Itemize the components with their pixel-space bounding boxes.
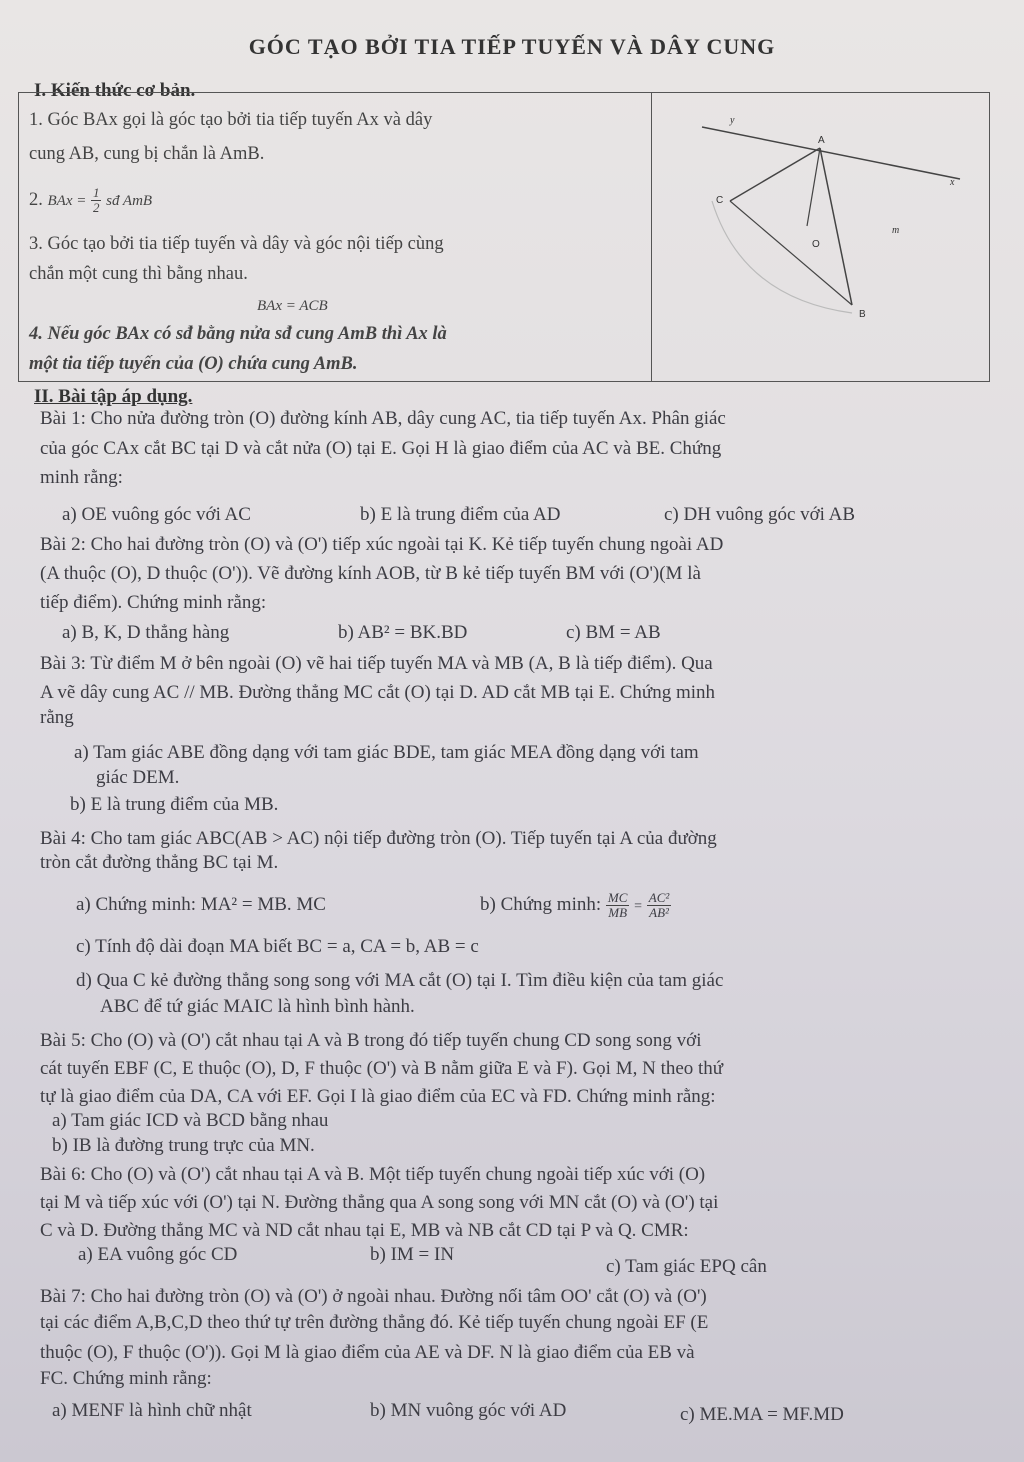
label-y: y: [730, 115, 735, 126]
radius-co: [807, 148, 820, 226]
bai3-line-1: Bài 3: Từ điểm M ở bên ngoài (O) vẽ hai tiếp tuyến MA và MB (A, B là tiếp điểm). Qua: [40, 653, 713, 674]
bai7-line-3: thuộc (O), F thuộc (O')). Gọi M là giao điểm của AE và DF. N là giao điểm của EB và: [40, 1342, 695, 1363]
bai3-line-3: rằng: [40, 707, 74, 728]
theory-line-3c: BAx = ACB: [257, 298, 328, 314]
theory-line-2: [29, 185, 152, 216]
bai5-line-2: cát tuyến EBF (C, E thuộc (O), D, F thuộc (O') và B nằm giữa E và F). Gọi M, N theo thứ: [40, 1058, 724, 1079]
ratio-ac-ab-num: AC²: [648, 890, 670, 906]
bai4-part-b: [480, 890, 671, 921]
theory-line-4a: 4. Nếu góc BAx có sđ bằng nửa sđ cung AmB thì Ax là: [29, 324, 447, 344]
bai3-part-b: b) E là trung điểm của MB.: [70, 794, 279, 815]
chord-ac: [730, 148, 820, 201]
bai4-part-b-label: b) Chứng minh:: [480, 894, 602, 915]
bai1-part-c: c) DH vuông góc với AB: [664, 504, 856, 525]
bai3-line-2: A vẽ dây cung AC // MB. Đường thẳng MC cắt (O) tại D. AD cắt MB tại E. Chứng minh: [40, 682, 716, 703]
label-a: A: [818, 135, 825, 146]
bai6-part-c: c) Tam giác EPQ cân: [606, 1256, 767, 1277]
theory-line-4b: một tia tiếp tuyến của (O) chứa cung AmB.: [29, 354, 358, 374]
ratio-ac-ab-den: AB²: [649, 905, 669, 921]
theory-line-1a: 1. Góc BAx gọi là góc tạo bởi tia tiếp tuyến Ax và dây: [29, 110, 433, 130]
bai2-part-a: a) B, K, D thẳng hàng: [62, 622, 230, 643]
theory-box: [18, 92, 990, 382]
bai1-part-a: a) OE vuông góc với AC: [62, 504, 251, 525]
ratio-mc-mb-num: MC: [607, 890, 628, 906]
bai4-line-2: tròn cắt đường thẳng BC tại M.: [40, 852, 279, 873]
bai7-line-2: tại các điểm A,B,C,D theo thứ tự trên đường thẳng đó. Kẻ tiếp tuyến chung ngoài EF (E: [40, 1312, 709, 1333]
label-o: O: [812, 239, 820, 250]
bai4-part-d-1: d) Qua C kẻ đường thẳng song song với MA cắt (O) tại I. Tìm điều kiện của tam giác: [76, 970, 724, 991]
theory-line-2-lhs: BAx =: [47, 193, 87, 209]
theory-line-2-num: 2.: [29, 190, 43, 210]
bai2-part-b: b) AB² = BK.BD: [338, 622, 468, 643]
bai5-part-a: a) Tam giác ICD và BCD bằng nhau: [52, 1110, 329, 1131]
bai7-part-a: a) MENF là hình chữ nhật: [52, 1400, 252, 1421]
bai2-part-c: c) BM = AB: [566, 622, 661, 643]
bai1-part-b: b) E là trung điểm của AD: [360, 504, 561, 525]
theory-line-3a: 3. Góc tạo bởi tia tiếp tuyến và dây và góc nội tiếp cùng: [29, 234, 444, 254]
label-x: x: [950, 177, 955, 188]
bai2-line-3: tiếp điểm). Chứng minh rằng:: [40, 592, 267, 613]
ratio-mc-mb: [606, 891, 630, 920]
ratio-mc-mb-den: MB: [608, 905, 628, 921]
bai6-part-b: b) IM = IN: [370, 1244, 455, 1265]
bai6-line-1: Bài 6: Cho (O) và (O') cắt nhau tại A và B. Một tiếp tuyến chung ngoài tiếp xúc với (O): [40, 1164, 706, 1185]
bai7-part-b: b) MN vuông góc với AD: [370, 1400, 567, 1421]
bai1-line-3: minh rằng:: [40, 467, 123, 488]
ratio-equals: =: [634, 899, 643, 914]
bai2-line-2: (A thuộc (O), D thuộc (O')). Vẽ đường kính AOB, từ B kẻ tiếp tuyến BM với (O')(M là: [40, 563, 701, 584]
bai7-line-4: FC. Chứng minh rằng:: [40, 1368, 212, 1389]
section-heading-exercises: II. Bài tập áp dụng.: [34, 386, 193, 407]
bai2-line-1: Bài 2: Cho hai đường tròn (O) và (O') tiếp xúc ngoài tại K. Kẻ tiếp tuyến chung ngoài AD: [40, 534, 724, 555]
bai6-line-2: tại M và tiếp xúc với (O') tại N. Đường thẳng qua A song song với MN cắt (O) và (O') tại: [40, 1192, 719, 1213]
bai1-line-1: Bài 1: Cho nửa đường tròn (O) đường kính AB, dây cung AC, tia tiếp tuyến Ax. Phân giác: [40, 408, 726, 429]
half-fraction: [91, 186, 102, 215]
bai5-line-1: Bài 5: Cho (O) và (O') cắt nhau tại A và B trong đó tiếp tuyến chung CD song song với: [40, 1030, 702, 1051]
bai6-part-a: a) EA vuông góc CD: [78, 1244, 238, 1265]
bai4-part-a: a) Chứng minh: MA² = MB. MC: [76, 894, 326, 915]
tangent-chord-figure: [652, 93, 989, 381]
theory-line-3b: chắn một cung thì bằng nhau.: [29, 264, 248, 284]
bai4-line-1: Bài 4: Cho tam giác ABC(AB > AC) nội tiếp đường tròn (O). Tiếp tuyến tại A của đường: [40, 828, 717, 849]
half-fraction-num: 1: [92, 185, 100, 201]
bai5-part-b: b) IB là đường trung trực của MN.: [52, 1135, 315, 1156]
section-heading-theory: I. Kiến thức cơ bản.: [34, 80, 196, 101]
bai6-line-3: C và D. Đường thẳng MC và ND cắt nhau tại E, MB và NB cắt CD tại P và Q. CMR:: [40, 1220, 689, 1241]
ratio-ac-ab: [647, 891, 672, 920]
bai1-line-2: của góc CAx cắt BC tại D và cắt nửa (O) tại E. Gọi H là giao điểm của AC và BE. Chứng: [40, 438, 722, 459]
label-b: B: [859, 309, 866, 320]
circle-arc: [712, 201, 852, 313]
bai4-part-c: c) Tính độ dài đoạn MA biết BC = a, CA = b, AB = c: [76, 936, 479, 957]
tangent-line: [702, 127, 960, 179]
half-fraction-den: 2: [92, 200, 100, 216]
bai5-line-3: tự là giao điểm của DA, CA với EF. Gọi I là giao điểm của EC và FD. Chứng minh rằng:: [40, 1086, 716, 1107]
label-m: m: [892, 225, 900, 236]
bai4-part-d-2: ABC để tứ giác MAIC là hình bình hành.: [100, 996, 415, 1017]
theory-line-1b: cung AB, cung bị chắn là AmB.: [29, 144, 265, 164]
theory-line-2-rhs: sđ AmB: [106, 193, 153, 209]
bai3-part-a-2: giác DEM.: [96, 767, 180, 788]
page-title: GÓC TẠO BỞI TIA TIẾP TUYẾN VÀ DÂY CUNG: [248, 34, 776, 59]
bai3-part-a-1: a) Tam giác ABE đồng dạng với tam giác BDE, tam giác MEA đồng dạng với tam: [74, 742, 699, 763]
label-c: C: [716, 195, 724, 206]
bai7-line-1: Bài 7: Cho hai đường tròn (O) và (O') ở ngoài nhau. Đường nối tâm OO' cắt (O) và (O'): [40, 1286, 707, 1307]
bai7-part-c: c) ME.MA = MF.MD: [680, 1404, 844, 1425]
